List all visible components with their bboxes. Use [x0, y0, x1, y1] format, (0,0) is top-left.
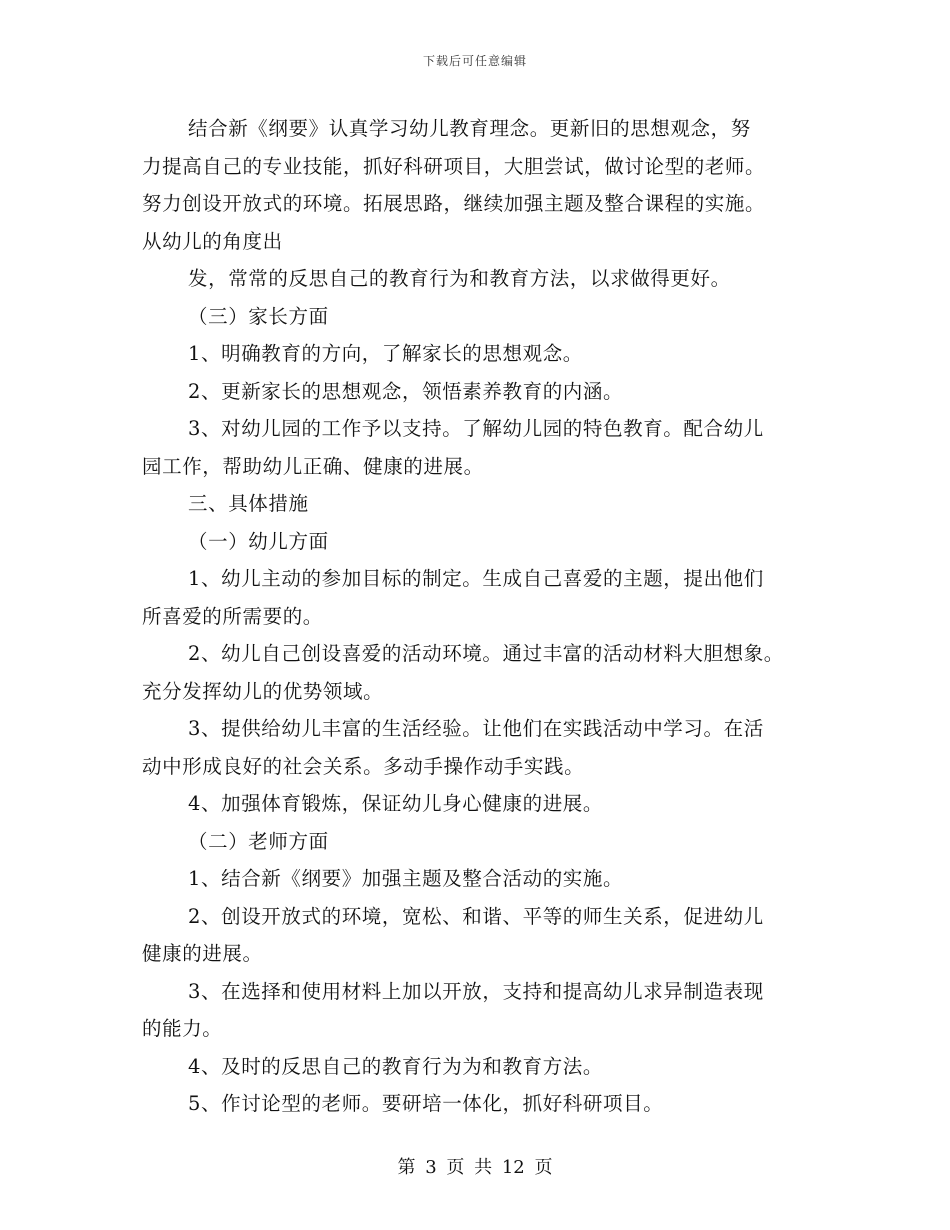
text-line: 三、具体措施: [188, 492, 309, 515]
text-line: 力提高自己的专业技能，抓好科研项目，大胆尝试，做讨论型的老师。: [142, 154, 766, 178]
text-line: （三）家长方面: [188, 304, 329, 328]
text-line: 2、幼儿自己创设喜爱的活动环境。通过丰富的活动材料大胆想象。: [188, 642, 784, 665]
text-line: 3、提供给幼儿丰富的生活经验。让他们在实践活动中学习。在活: [188, 717, 764, 740]
text-line: 健康的进展。: [142, 942, 263, 965]
text-line: 园工作，帮助幼儿正确、健康的进展。: [142, 454, 484, 478]
page-footer: 第 3 页 共 12 页: [397, 1157, 553, 1178]
document-body: [142, 110, 822, 1123]
text-line: 3、对幼儿园的工作予以支持。了解幼儿园的特色教育。配合幼儿: [188, 417, 764, 440]
text-line: 充分发挥幼儿的优势领域。: [142, 679, 384, 703]
text-line: 动中形成良好的社会关系。多动手操作动手实践。: [142, 754, 585, 778]
text-line: 1、结合新《纲要》加强主题及整合活动的实施。: [188, 867, 624, 890]
text-line: 努力创设开放式的环境。拓展思路，继续加强主题及整合课程的实施。: [142, 192, 766, 215]
text-line: （二）老师方面: [188, 829, 329, 853]
text-line: 4、加强体育锻炼，保证幼儿身心健康的进展。: [188, 792, 604, 815]
text-line: 发，常常的反思自己的教育行为和教育方法，以求做得更好。: [188, 267, 731, 290]
text-line: 所喜爱的所需要的。: [142, 604, 323, 628]
text-line: 2、创设开放式的环境，宽松、和谐、平等的师生关系，促进幼儿: [188, 904, 764, 928]
text-line: 5、作讨论型的老师。要研培一体化，抓好科研项目。: [188, 1092, 664, 1115]
text-line: （一）幼儿方面: [188, 529, 329, 553]
text-line: 1、明确教育的方向，了解家长的思想观念。: [188, 342, 583, 365]
text-line: 4、及时的反思自己的教育行为为和教育方法。: [188, 1054, 604, 1078]
page-header: 下载后可任意编辑: [422, 54, 527, 68]
text-line: 3、在选择和使用材料上加以开放，支持和提高幼儿求异制造表现: [188, 979, 764, 1003]
text-line: 结合新《纲要》认真学习幼儿教育理念。更新旧的思想观念，努: [188, 117, 751, 140]
text-line: 2、更新家长的思想观念，领悟素养教育的内涵。: [188, 379, 624, 403]
text-line: 1、幼儿主动的参加目标的制定。生成自己喜爱的主题，提出他们: [188, 567, 764, 590]
text-line: 的能力。: [142, 1017, 223, 1040]
text-line: 从幼儿的角度出: [142, 229, 283, 253]
